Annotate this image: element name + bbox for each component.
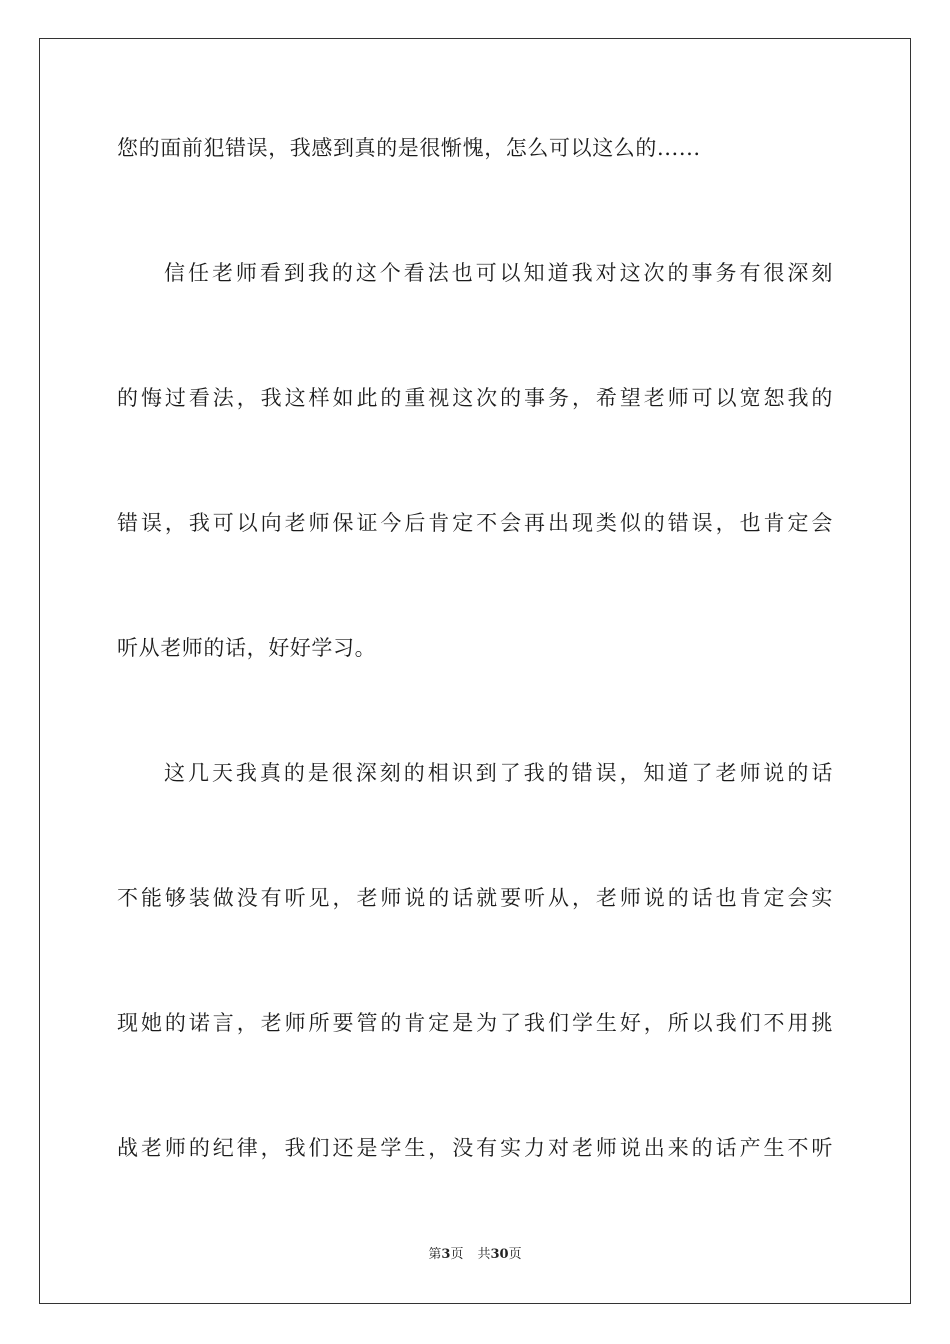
total-pages: 30 xyxy=(490,1247,509,1262)
paragraph-line: 听从老师的话，好好学习。 xyxy=(117,636,377,660)
total-prefix: 共 xyxy=(477,1247,491,1262)
page-footer xyxy=(0,1246,950,1264)
page-number: 3 xyxy=(441,1247,451,1262)
paragraph-line: 您的面前犯错误，我感到真的是很惭愧，怎么可以这么的...... xyxy=(117,136,701,160)
total-unit: 页 xyxy=(508,1247,522,1262)
paragraph-line: 战老师的纪律，我们还是学生，没有实力对老师说出来的话产生不听 xyxy=(117,1136,833,1160)
paragraph-line: 现她的诺言，老师所要管的肯定是为了我们学生好，所以我们不用挑 xyxy=(117,1011,833,1035)
paragraph-line: 的悔过看法，我这样如此的重视这次的事务，希望老师可以宽恕我的 xyxy=(117,386,833,410)
page-prefix: 第 xyxy=(428,1247,442,1262)
page-unit: 页 xyxy=(450,1247,464,1262)
paragraph-line: 错误，我可以向老师保证今后肯定不会再出现类似的错误，也肯定会 xyxy=(117,511,833,535)
paragraph-line: 信任老师看到我的这个看法也可以知道我对这次的事务有很深刻 xyxy=(164,261,833,285)
paragraph-line: 这几天我真的是很深刻的相识到了我的错误，知道了老师说的话 xyxy=(164,761,833,785)
paragraph-line: 不能够装做没有听见，老师说的话就要听从，老师说的话也肯定会实 xyxy=(117,886,833,910)
page-border xyxy=(39,38,911,1304)
